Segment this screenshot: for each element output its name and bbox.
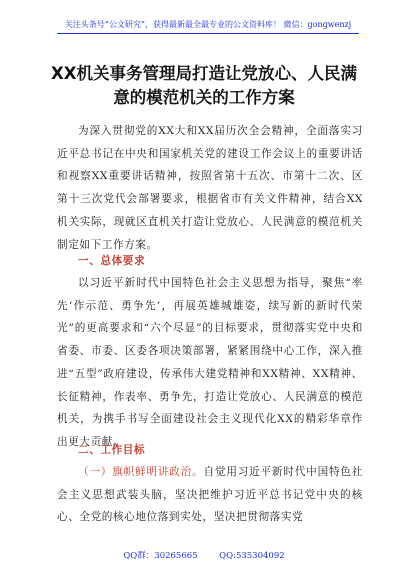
work-goals-paragraph (57, 461, 363, 529)
subsection-text: 自觉用习近平新时代中国特色社会主义思想武装头脑，坚决把维护习近平总书记党中央的核心、全党的核心地位落到实处，坚决把贯彻落实党 (57, 466, 363, 524)
document-title: XX机关事务管理局打造让党放心、人民满意的模范机关的工作方案 (51, 64, 357, 107)
subsection-label: （一）旗帜鲜明讲政治。 (78, 466, 204, 478)
section-heading-general-requirements: 一、总体要求 (78, 255, 146, 267)
section-heading-work-goals: 二、工作目标 (78, 444, 146, 456)
general-requirements-paragraph: 以习近平新时代中国特色社会主义思想为指导，聚焦“率先‘作示范、勇争先’，再展英雄城雄姿，续写新的新时代荣光”的更高要求和“六个尽显”的目标要求，贯彻落实党中央和省委、市委、区委各项决策部署，紧紧围绕中心工作，深入推进“五型”政府建设，传承伟大建党精神和XX精神、XX精神、长征精神，作表率、勇争先，打造让党放心、人民满意的模范机关，为携手书写全面建设社会主义现代化XX的精彩华章作出更大贡献。 (57, 277, 363, 448)
intro-paragraph: 为深入贯彻党的XX大和XX届历次全会精神，全面落实习近平总书记在中央和国家机关党的建设工作会议上的重要讲话和视察XX重要讲话精神，按照省第十五次、市第十二次、区第十三次党代会部署要求，根据省市有关文件精神，结合XX机关实际，现就区直机关打造让党放心、人民满意的模范机关制定如下工作方案。 (57, 125, 363, 251)
footer-contact: QQ群：30265665 QQ:535304092 (123, 551, 285, 561)
header-notice: 关注头条号“公文研究”，获得最新最全最专业的公文资料库！ 微信：gongwenzj (57, 19, 359, 34)
